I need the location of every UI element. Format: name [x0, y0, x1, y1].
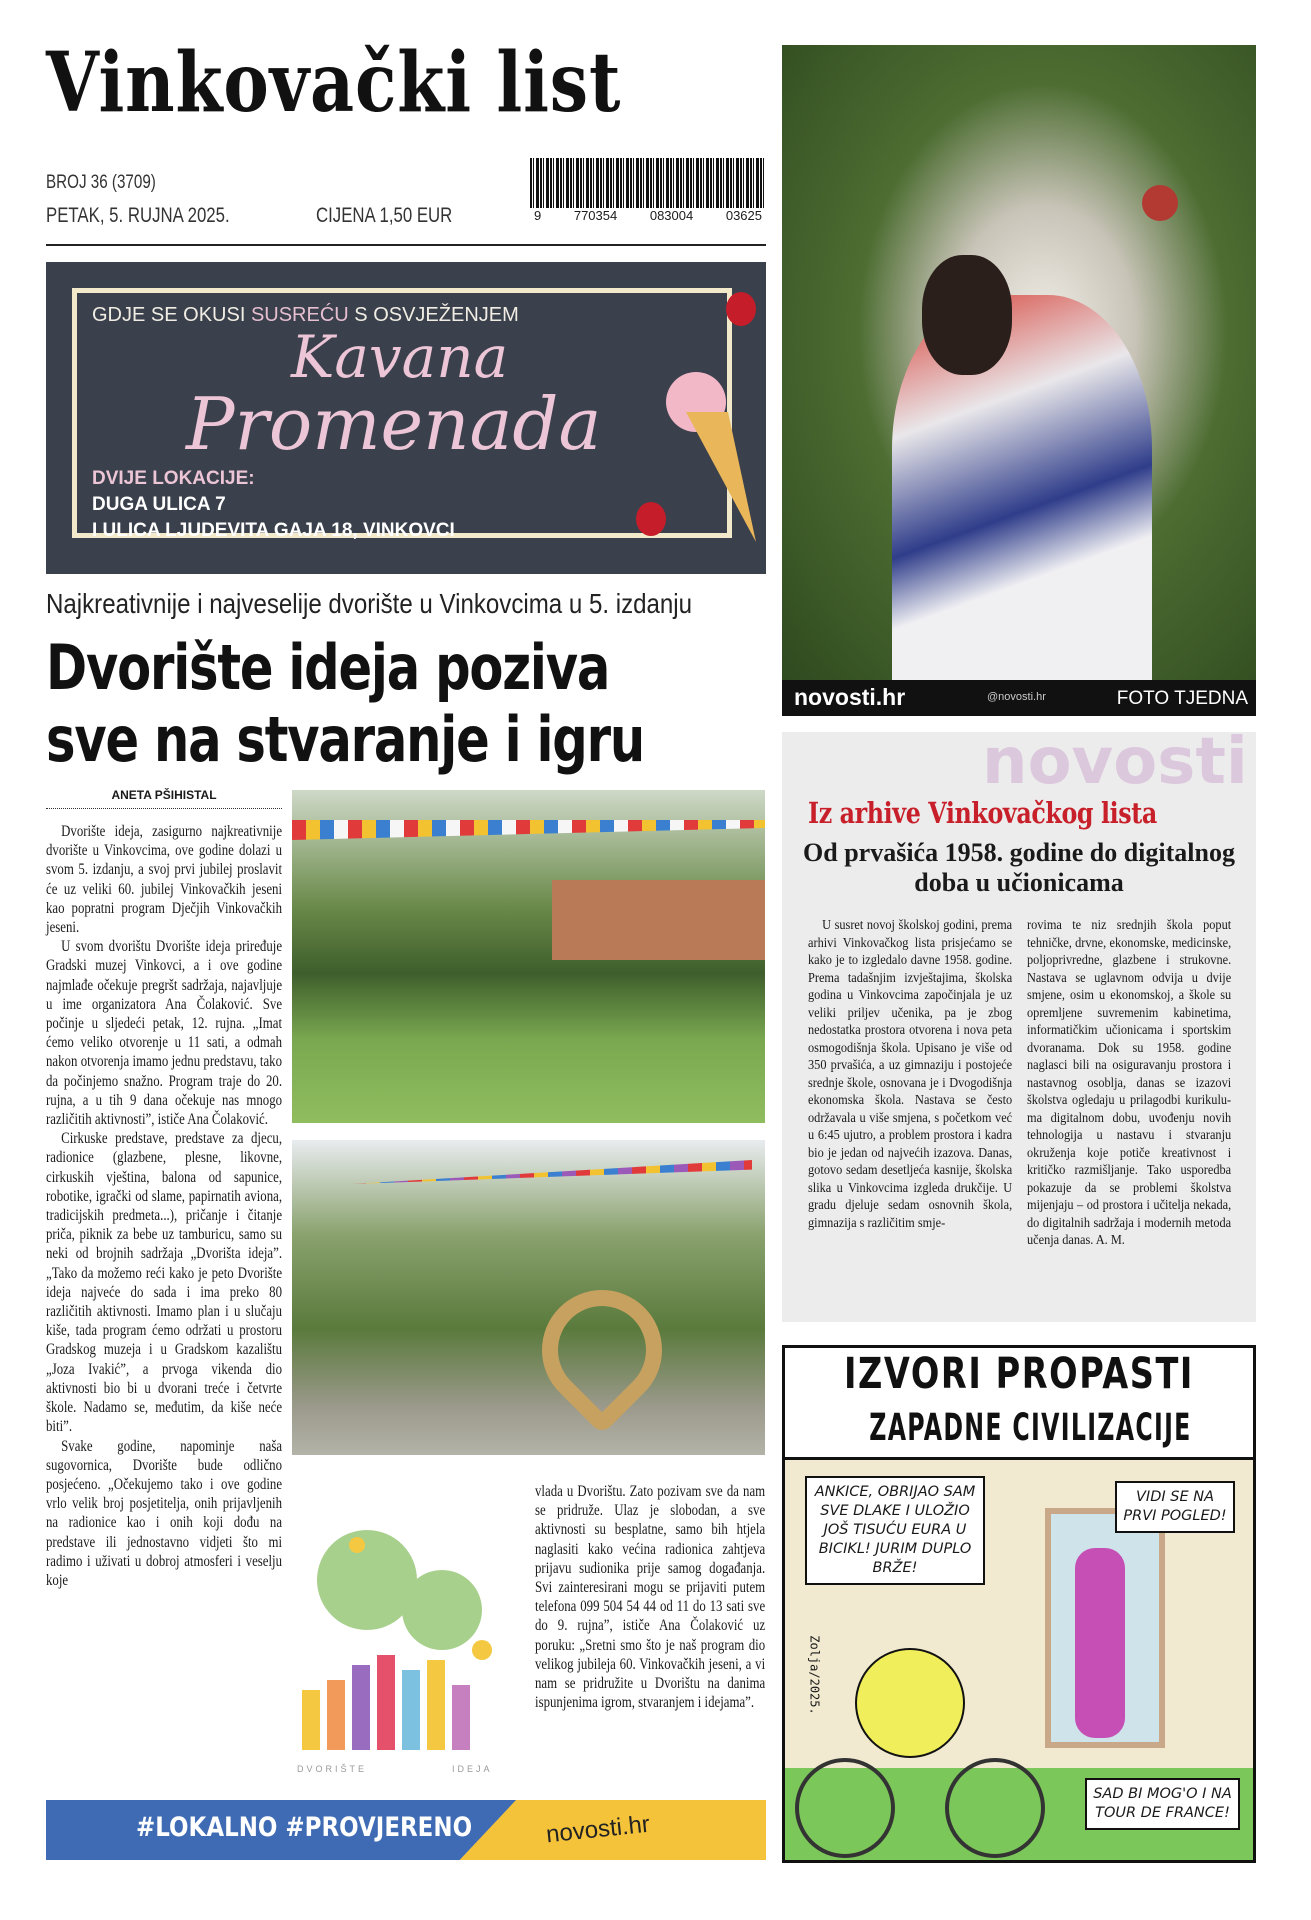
ad-location-2: I ULICA LJUDEVITA GAJA 18, VINKOVCI [92, 520, 455, 541]
courtyard-audience-photo [292, 790, 765, 1123]
barcode-digit: 770354 [573, 208, 618, 223]
novosti-logo: novosti.hr [794, 684, 906, 710]
photo-caption-bar [782, 680, 1256, 716]
ad-name-line2: Promenada [186, 382, 602, 466]
barcode [530, 158, 766, 228]
ad-location-1: DUGA ULICA 7 [92, 494, 226, 515]
paragraph: Cirkuske predstave, predstave za djecu, radionice (glazbene, plesne, likovne, cirkuskih vještina, balona od sapunice, robotike, igrački od slame, papirnatih aviona, tradicijskih predmeta...), pričanje i čitanje priča, piknik za bebe uz tamburicu, samo su neki od brojnih sadržaja „Dvorišta ideja”. „Tako da možemo reći kako je peto Dvorište ideja najveće do sada i ima preko 80 različitih aktivnosti. Imamo plan i u slučaju kiše, tada program ćemo održati u prostoru Gradskog muzeja i u Gradskom kazalištu „Joza Ivakić”, a prvoga vikenda dio aktivnosti bio bi u dvorani treće i četvrte škole. Nadamo se, međutim, da kiše neće biti”. [46, 1130, 283, 1436]
comic-woman [1075, 1548, 1125, 1738]
issue-date: PETAK, 5. RUJNA 2025. [46, 204, 230, 227]
barcode-digit: 9 [534, 208, 542, 223]
archive-bg-masthead: novosti [982, 732, 1248, 799]
bicycle-icon [945, 1758, 1045, 1858]
straw-heart-courtyard-photo [292, 1140, 765, 1455]
apple [1142, 185, 1178, 221]
masthead-title: Vinkovački list [46, 35, 622, 131]
barcode-digit: 03625 [725, 208, 762, 223]
straw-heart-sculpture [517, 1265, 687, 1435]
ad-locations-label: DVIJE LOKACIJE: [92, 468, 255, 489]
headline-line: sve na stvaranje i igru [46, 703, 644, 776]
masthead-rule [46, 244, 766, 246]
kavana-promenada-ad[interactable] [46, 262, 766, 574]
archive-column-2: rovima te niz srednjih škola poput tehničke, drvne, ekonomske, medicinske, poljoprivredne, glazbene i strukovne. Nastava se uglavnom odvija u dvije smjene, osim u ekonomskoj, a škole su opremljene suvremenim kabinetima, informatičkim učionicama i sportskim dvoranama. Dok su 1958. godine naglasci bili na osiguravanju prostora i nastavnog osoblja, danas se izazovi školstva ogledaju u prilagodbi kurikuluma digitalnom dobu, uvođenju novih tehnologija u nastavu i stvaranju okruženja koje potiče kreativnost i kritičko razmišljanje. Tako usporedba pokazuje da se problemi školstva mijenjaju – od prostora i učitelja nekada, do digitalnih sadržaja i modernih metoda učenja danas. A. M. [1027, 918, 1232, 1248]
bicycle-icon [795, 1758, 895, 1858]
archive-box [782, 732, 1256, 1322]
photo-handle: @novosti.hr [987, 691, 1046, 703]
author-byline: ANETA PŠIHISTAL [46, 788, 282, 809]
comic-title-line: IZVORI PROPASTI [844, 1349, 1194, 1399]
speech-bubble-cyclist: ANKICE, OBRIJAO SAM SVE DLAKE I ULOŽIO JOŠ TISUĆU EURA U BICIKL! JURIM DUPLO BRŽE! [805, 1476, 985, 1585]
ad-name-line1: Kavana [291, 323, 509, 391]
speech-bubble-woman: VIDI SE NA PRVI POGLED! [1115, 1481, 1235, 1533]
strawberry-icon [726, 292, 756, 326]
headpiece [922, 255, 1012, 375]
article-column-2: vlada u Dvorištu. Zato pozivam sve da nam se pridruže. Ulaz je slobodan, a sve aktivnosti su besplatne, samo bih htjela naglasiti kako većina radionica zahtjeva prijavu sudionika prije samog događanja. Svi zainteresirani mogu se prijaviti putem telefona 099 504 54 44 od 11 do 13 sati sve do 9. rujna”, ističe Ana Čolaković uz poruku: „Sretni smo što je naš program dio velikog jubileja 60. Vinkovačkih jeseni, a vi nam se pridružite u Dvorištu na danima ispunjenima igrom, stvaranjem i idejama”. [535, 1483, 766, 1712]
paragraph: U svom dvorištu Dvorište ideja priređuje Gradski muzej Vinkovci, a i ove godine najmlađe očekuje pregršt sadržaja, najavljuje u ime organizatora Ana Čolaković. Sve počinje u sljedeći petak, 12. rujna. „Imat ćemo veliko otvorenje u 11 sati, a odmah nakon otvorenja imamo jednu predstavu, tako da počinjemo snažno. Program traje do 20. rujna, a u tih 9 dana očekuje nas mnogo različitih aktivnosti”, ističe Ana Čolaković. [46, 938, 283, 1129]
lokalno-provjereno-banner[interactable] [46, 1800, 766, 1860]
photo-label: FOTO TJEDNA [1116, 688, 1248, 709]
strawberry-icon [636, 502, 666, 536]
archive-column-1: U susret novoj školskoj godini, prema arhivi Vinkovačkog lista prisjećamo se kako je to izgledalo davne 1958. godine. Prema tadašnjim izvještajima, školska godina u Vinkovcima započinjala je uz veliki priljev učenika, pa je zbog nedostatka prostora otvorena i nova peta osmogodišnja škola. Upisano je više od 350 prvašića, a uz gimnaziju i postojeće srednje škole, osnovana je i Dvogodišnja ekonomska škola. Nastava se često održavala u više smjena, s početkom već u 6:45 ujutro, a problem prostora i kadra bio je jedan od najvećih izazova. Danas, gotovo sedam desetljeća kasnije, školska slika u Vinkovcima izgleda drukčije. U gradu djeluje sedam osnovnih škola, gimnazija s različitim smje- [808, 918, 1013, 1231]
dvoriste-ideja-logo [292, 1480, 522, 1780]
article-column-1 [46, 822, 282, 1590]
archive-title: Od prvašića 1958. godine do digitalnog doba u učionicama [803, 838, 1235, 897]
article-kicker: Najkreativnije i najveselije dvorište u Vinkovcima u 5. izdanju [46, 588, 693, 619]
folk-costume-photo [782, 45, 1256, 680]
comic-signature: Zolja/2025. [807, 1635, 822, 1715]
issue-number: BROJ 36 (3709) [46, 172, 156, 193]
banner-site: novosti.hr [544, 1810, 652, 1849]
paragraph: Dvorište ideja, zasigurno najkreativnije dvorište u Vinkovcima, ove godine dolazi u svom 5. izdanju, a svoj prvi jubilej proslavit će uz veliki 60. jubilej Vinkovačkih jeseni kao popratni program Dječjih Vinkovačkih jeseni. [46, 823, 283, 937]
speech-bubble-narrator: SAD BI MOG'O I NA TOUR DE FRANCE! [1085, 1778, 1240, 1830]
logo-word: IDEJA [452, 1764, 493, 1774]
logo-word: DVORIŠTE [297, 1764, 368, 1774]
ad-tagline: GDJE SE OKUSI SUSREĆU S OSVJEŽENJEM [92, 304, 519, 326]
comic-strip [782, 1345, 1256, 1863]
paragraph: Svake godine, napominje naša sugovornica, Dvorište bude odlično posjećeno. „Očekujemo tako i ove godine vrlo velik broj posjetitelja, onih prijavljenih na radionice kao i onih koji dođu na predstave ili jednostavno vidjeti što mi radimo i uživati u dobroj atmosferi i veselju koje [46, 1437, 283, 1589]
banner-hashtags: #LOKALNO #PROVJERENO [136, 1812, 473, 1843]
price: CIJENA 1,50 EUR [316, 204, 453, 227]
headline-line: Dvorište ideja poziva [46, 631, 610, 704]
barcode-digit: 083004 [649, 208, 694, 223]
comic-cyclist [855, 1648, 965, 1758]
article-headline [46, 632, 644, 776]
comic-title [785, 1348, 1253, 1460]
comic-title-line: ZAPADNE CIVILIZACIJE [869, 1406, 1192, 1449]
archive-section: Iz arhive Vinkovačkog lista [808, 796, 1157, 830]
